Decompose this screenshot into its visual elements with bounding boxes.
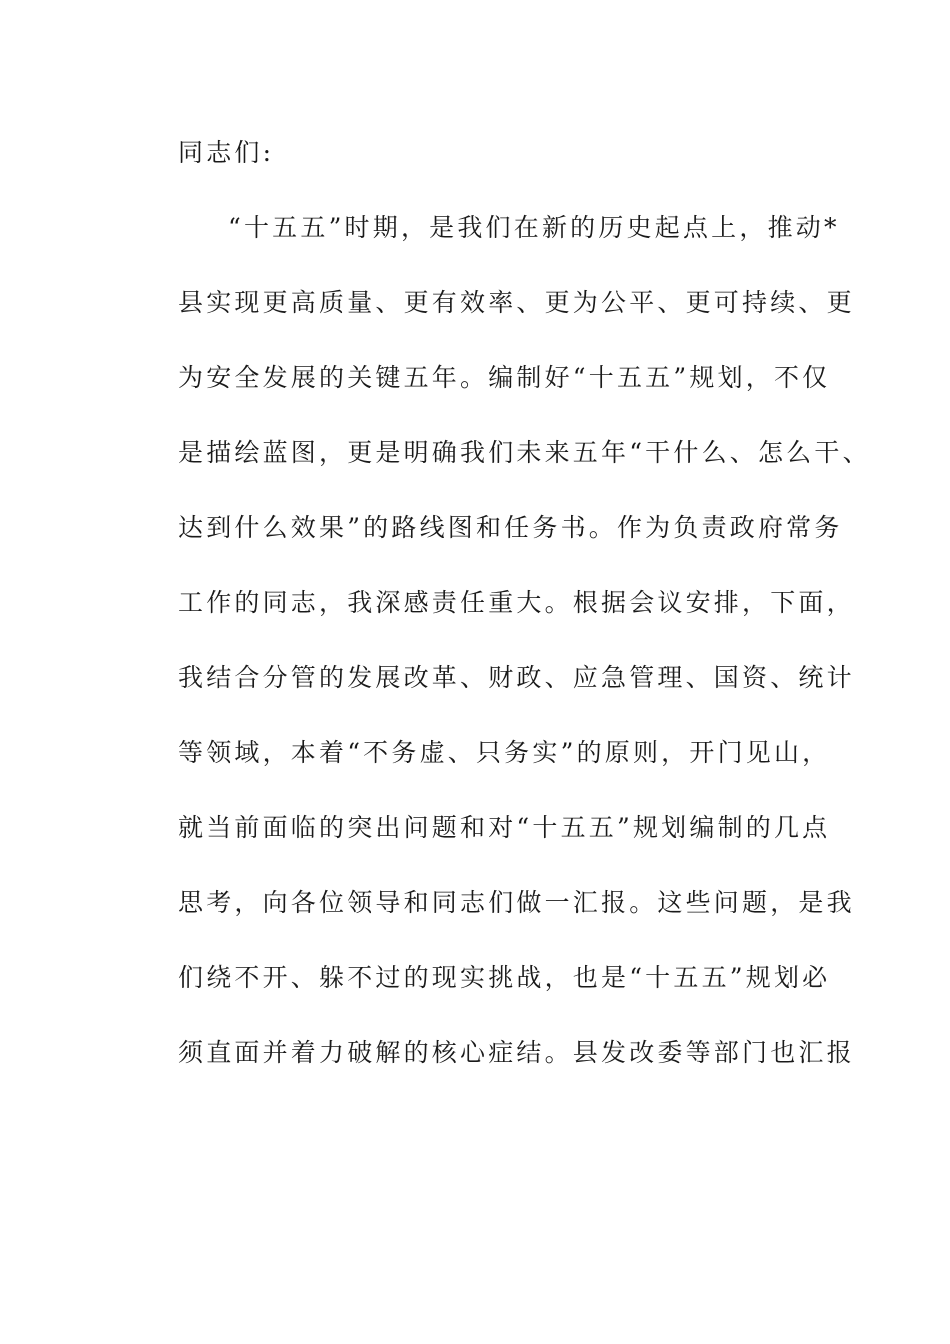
paragraph-line: 是描绘蓝图，更是明确我们未来五年“干什么、怎么干、: [178, 438, 871, 467]
paragraph-line: 思考，向各位领导和同志们做一汇报。这些问题，是我: [178, 888, 855, 917]
paragraph-line: 就当前面临的突出问题和对“十五五”规划编制的几点: [178, 813, 831, 842]
paragraph-line: 等领域，本着“不务虚、只务实”的原则，开门见山，: [178, 738, 831, 767]
paragraph-line: 须直面并着力破解的核心症结。县发改委等部门也汇报: [178, 1038, 855, 1067]
paragraph-line: 我结合分管的发展改革、财政、应急管理、国资、统计: [178, 663, 855, 692]
salutation: 同志们:: [178, 138, 275, 167]
paragraph-line: 为安全发展的关键五年。编制好“十五五”规划，不仅: [178, 363, 831, 392]
paragraph-line: 达到什么效果”的路线图和任务书。作为负责政府常务: [178, 513, 843, 542]
paragraph-line: 工作的同志，我深感责任重大。根据会议安排，下面，: [178, 588, 855, 617]
paragraph-line: 县实现更高质量、更有效率、更为公平、更可持续、更: [178, 288, 855, 317]
paragraph-line: 们绕不开、躲不过的现实挑战，也是“十五五”规划必: [178, 963, 831, 992]
paragraph-line: “十五五”时期，是我们在新的历史起点上，推动*: [228, 213, 840, 242]
